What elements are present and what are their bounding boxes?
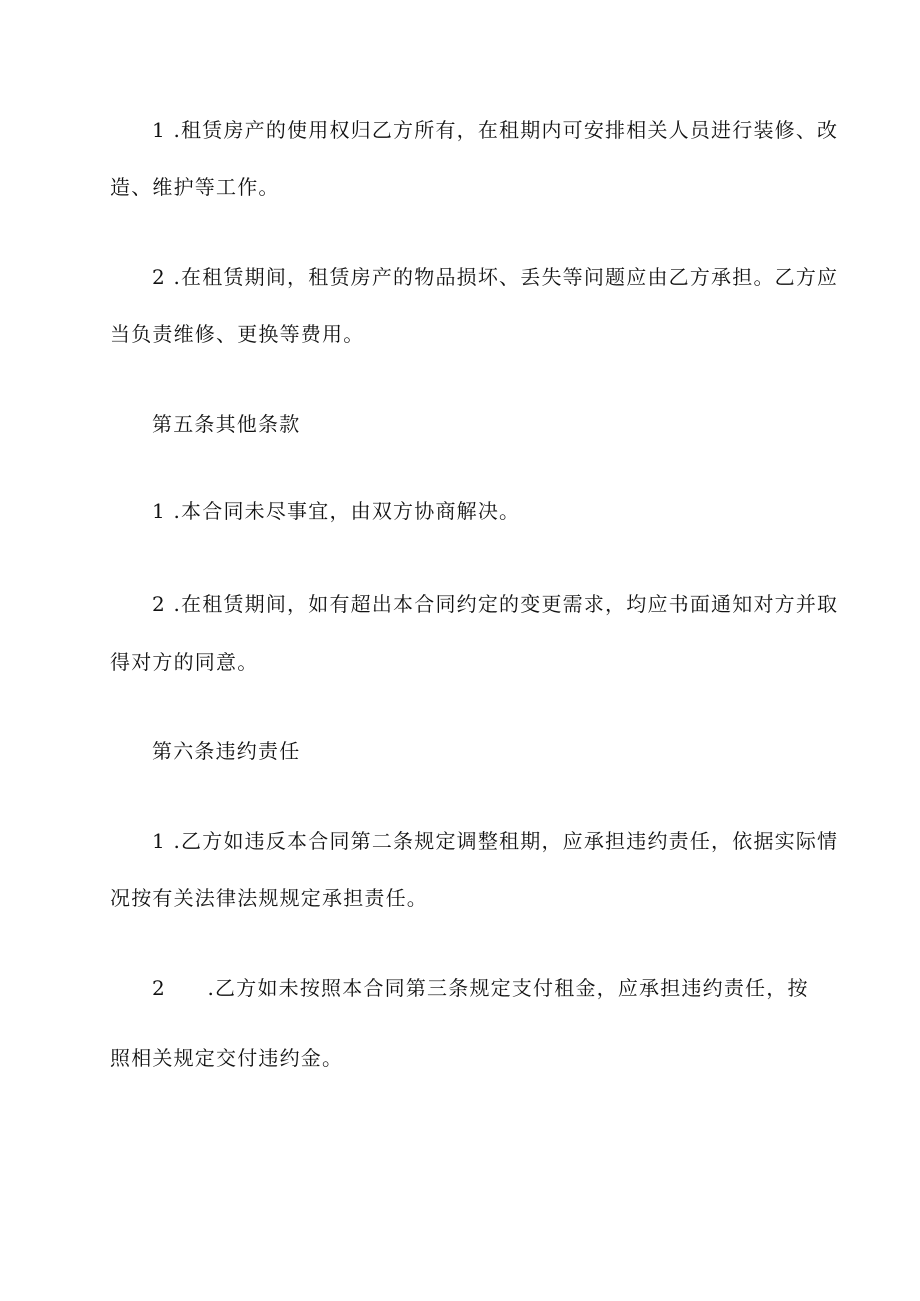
clause-text: 况按有关法律法规规定承担责任。 [110,886,428,910]
clause-text: .乙方如未按照本合同第三条规定支付租金，应承担违约责任，按 [199,976,809,1000]
clause-continuation-line [110,1046,343,1070]
clause-text: 得对方的同意。 [110,650,259,674]
clause-text: 照相关规定交付违约金。 [110,1046,344,1070]
clause-text: .租赁房产的使用权归乙方所有，在租期内可安排相关人员进行装修、改 [165,118,839,142]
clause-continuation-line [110,175,280,199]
clause-number: 1 [152,829,166,853]
clause-number: 1 [152,499,166,523]
clause-line [152,499,520,523]
clause-number: 2 [152,265,166,289]
section-heading-text: 第六条违约责任 [152,739,301,763]
clause-text: .本合同未尽事宜，由双方协商解决。 [165,499,521,523]
clause-line [152,118,838,142]
clause-line [152,265,838,289]
clause-number: 2 [152,592,166,616]
clause-text: .在租赁期间，租赁房产的物品损坏、丢失等问题应由乙方承担。乙方应 [165,265,839,289]
clause-continuation-line [110,322,364,346]
clause-continuation-line [110,650,258,674]
section-heading [152,739,300,763]
clause-number: 2 [152,976,166,1000]
clause-line [152,829,838,853]
clause-number: 1 [152,118,166,142]
clause-text: 造、维护等工作。 [110,175,280,199]
clause-continuation-line [110,886,428,910]
clause-line [152,592,838,616]
section-heading-text: 第五条其他条款 [152,412,301,436]
clause-text: 当负责维修、更换等费用。 [110,322,365,346]
clause-text: .乙方如违反本合同第二条规定调整租期，应承担违约责任，依据实际情 [165,829,839,853]
clause-line [152,976,809,1000]
clause-text: .在租赁期间，如有超出本合同约定的变更需求，均应书面通知对方并取 [165,592,839,616]
section-heading [152,412,300,436]
